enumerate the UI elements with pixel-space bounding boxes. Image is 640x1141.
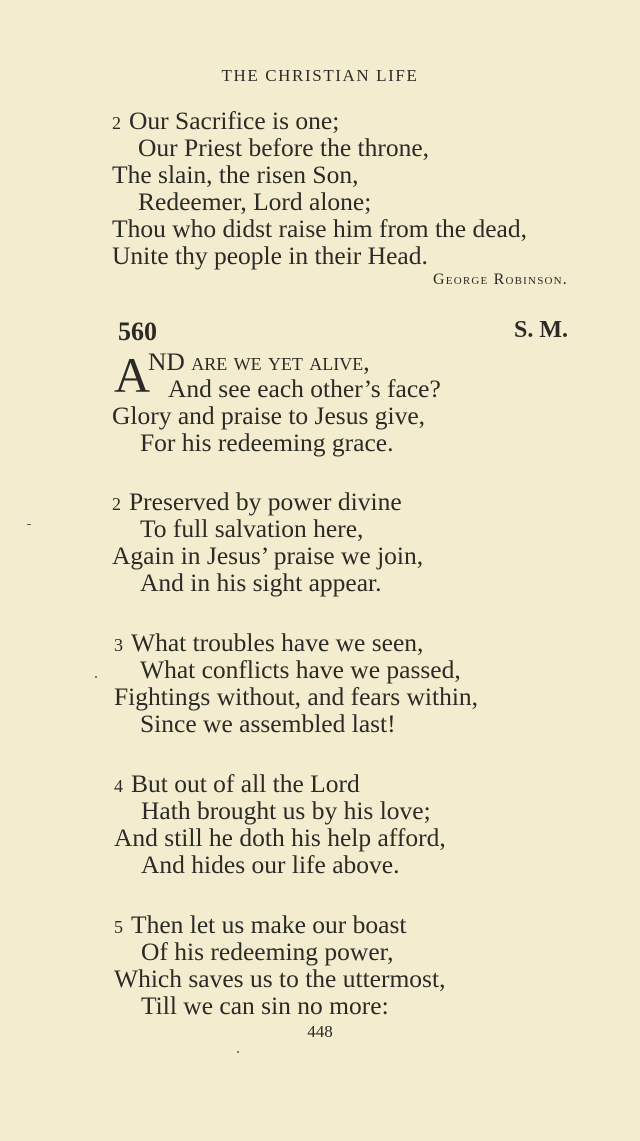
stanza-1-line-1: ND are we yet alive, xyxy=(148,347,370,376)
prev-stanza-line-4: Redeemer, Lord alone; xyxy=(138,187,372,216)
print-speck xyxy=(27,524,31,525)
print-speck xyxy=(237,1051,239,1053)
prev-stanza-line-6: Unite thy people in their Head. xyxy=(112,241,428,270)
stanza-5-line-2: Of his redeeming power, xyxy=(141,937,394,966)
stanza-4-line-1: 4 But out of all the Lord xyxy=(114,769,360,798)
stanza-4-line-3: And still he doth his help afford, xyxy=(114,823,446,852)
prev-stanza-line-5: Thou who didst raise him from the dead, xyxy=(112,214,527,243)
stanza-2-line-2: To full salvation here, xyxy=(140,514,364,543)
prev-stanza-line-2: Our Priest before the throne, xyxy=(138,133,430,162)
stanza-5-line-4: Till we can sin no more: xyxy=(141,991,389,1020)
hymn-meter: S. M. xyxy=(514,317,568,343)
stanza-2-line-1: 2 Preserved by power divine xyxy=(112,487,402,516)
stanza-3-line-4: Since we assembled last! xyxy=(140,709,396,738)
stanza-number: 3 xyxy=(114,635,123,655)
stanza-3-line-3: Fightings without, and fears within, xyxy=(114,682,479,711)
stanza-number: 2 xyxy=(112,113,121,133)
stanza-5-line-3: Which saves us to the uttermost, xyxy=(114,964,446,993)
stanza-number: 2 xyxy=(112,494,121,514)
stanza-1-line-2: And see each other’s face? xyxy=(168,374,441,403)
stanza-number: 5 xyxy=(114,917,123,937)
print-speck xyxy=(95,676,97,678)
running-header: THE CHRISTIAN LIFE xyxy=(221,66,419,85)
stanza-3-line-2: What conflicts have we passed, xyxy=(140,655,461,684)
stanza-number: 4 xyxy=(114,776,123,796)
stanza-1-line-4: For his redeeming grace. xyxy=(140,428,394,457)
stanza-2-line-4: And in his sight appear. xyxy=(140,568,382,597)
page-number: 448 xyxy=(307,1022,333,1041)
stanza-5-line-1: 5 Then let us make our boast xyxy=(114,910,407,939)
stanza-3-line-1: 3 What troubles have we seen, xyxy=(114,628,424,657)
stanza-1-line-3: Glory and praise to Jesus give, xyxy=(112,401,426,430)
hymn-author: George Robinson. xyxy=(433,271,568,288)
stanza-2-line-3: Again in Jesus’ praise we join, xyxy=(112,541,424,570)
prev-stanza-line-1: 2 Our Sacrifice is one; xyxy=(112,106,340,135)
prev-stanza-line-3: The slain, the risen Son, xyxy=(112,160,359,189)
stanza-4-line-2: Hath brought us by his love; xyxy=(141,796,431,825)
drop-cap: A xyxy=(114,347,151,403)
stanza-4-line-4: And hides our life above. xyxy=(141,850,400,879)
hymn-number: 560 xyxy=(118,317,157,346)
